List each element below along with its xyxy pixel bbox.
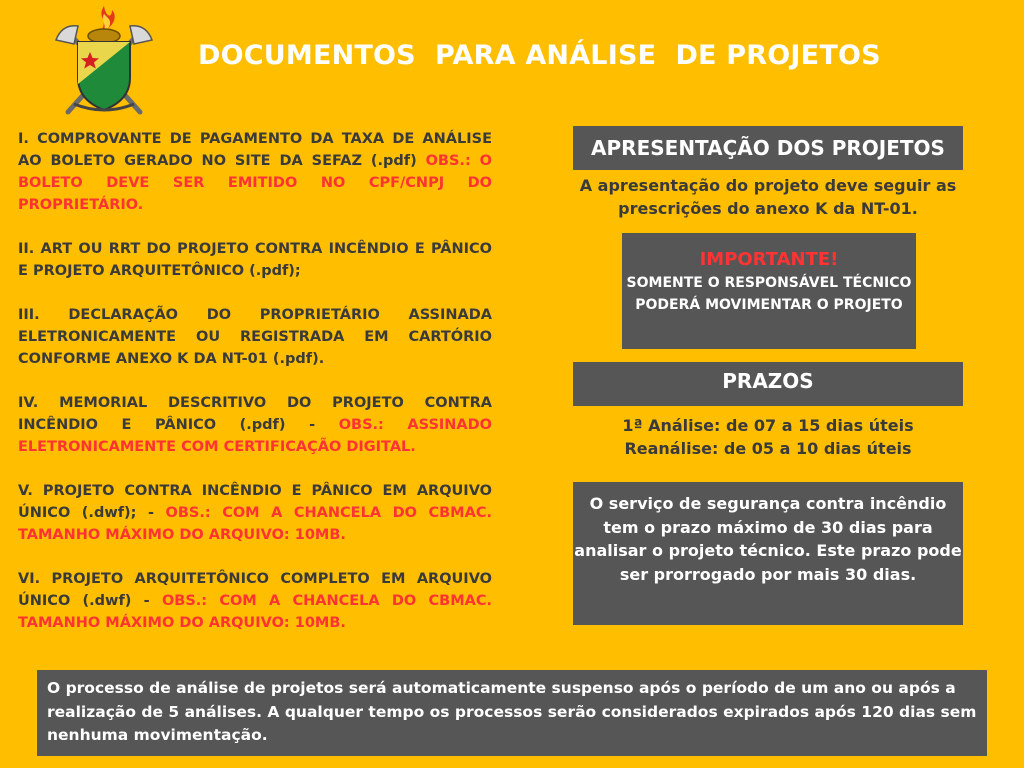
document-item-2 — [18, 238, 492, 282]
prazos-details — [573, 414, 963, 460]
document-item-4-obs: OBS.: ASSINADO ELETRONICAMENTE COM CERTIFICAÇÃO DIGITAL. — [18, 417, 492, 455]
prazos-line-1: 1ª Análise: de 07 a 15 dias úteis — [622, 416, 914, 435]
document-item-1 — [18, 128, 492, 216]
prazos-line-2: Reanálise: de 05 a 10 dias úteis — [624, 439, 912, 458]
document-item-5-text: V. PROJETO CONTRA INCÊNDIO E PÂNICO EM ARQUIVO ÚNICO (.dwf); - — [18, 483, 492, 521]
footer-notice: O processo de análise de projetos será automaticamente suspenso após o período de um ano ou após a realização de 5 análises. A qualquer tempo os processos serão considerados expirados após 120 dias sem nenhuma movimentação. — [37, 670, 987, 756]
documents-list — [18, 128, 492, 656]
document-item-6 — [18, 568, 492, 634]
apresentacao-text: A apresentação do projeto deve seguir as prescrições do anexo K da NT-01. — [579, 176, 957, 218]
document-item-5 — [18, 480, 492, 546]
document-item-6-obs: OBS.: COM A CHANCELA DO CBMAC. TAMANHO MÁXIMO DO ARQUIVO: 10MB. — [18, 593, 492, 631]
document-item-1-obs: OBS.: O BOLETO DEVE SER EMITIDO NO CPF/CNPJ DO PROPRIETÁRIO. — [18, 153, 492, 213]
fire-department-emblem — [48, 4, 160, 122]
document-item-1-text: I. COMPROVANTE DE PAGAMENTO DA TAXA DE ANÁLISE AO BOLETO GERADO NO SITE DA SEFAZ (.pdf) — [18, 131, 492, 169]
importante-label: IMPORTANTE! — [699, 249, 839, 270]
document-item-3 — [18, 304, 492, 370]
importante-text: SOMENTE O RESPONSÁVEL TÉCNICO PODERÁ MOVIMENTAR O PROJETO — [626, 275, 912, 313]
apresentacao-heading: APRESENTAÇÃO DOS PROJETOS — [573, 126, 963, 170]
document-item-4-text: IV. MEMORIAL DESCRITIVO DO PROJETO CONTRA INCÊNDIO E PÂNICO (.pdf) - — [18, 395, 492, 433]
page-title: DOCUMENTOS PARA ANÁLISE DE PROJETOS — [198, 40, 881, 71]
document-item-3-text: III. DECLARAÇÃO DO PROPRIETÁRIO ASSINADA ELETRONICAMENTE OU REGISTRADA EM CARTÓRIO CONFORME ANEXO K DA NT-01 (.pdf). — [18, 307, 492, 367]
document-item-2-text: II. ART OU RRT DO PROJETO CONTRA INCÊNDIO E PÂNICO E PROJETO ARQUITETÔNICO (.pdf); — [18, 241, 492, 279]
document-item-5-obs: OBS.: COM A CHANCELA DO CBMAC. TAMANHO MÁXIMO DO ARQUIVO: 10MB. — [18, 505, 492, 543]
importante-box — [622, 233, 916, 349]
prazos-heading: PRAZOS — [573, 362, 963, 406]
servico-info-box: O serviço de segurança contra incêndio tem o prazo máximo de 30 dias para analisar o projeto técnico. Este prazo pode ser prorrogado por mais 30 dias. — [573, 482, 963, 625]
document-item-4 — [18, 392, 492, 458]
document-item-6-text: VI. PROJETO ARQUITETÔNICO COMPLETO EM ARQUIVO ÚNICO (.dwf) - — [18, 571, 492, 609]
